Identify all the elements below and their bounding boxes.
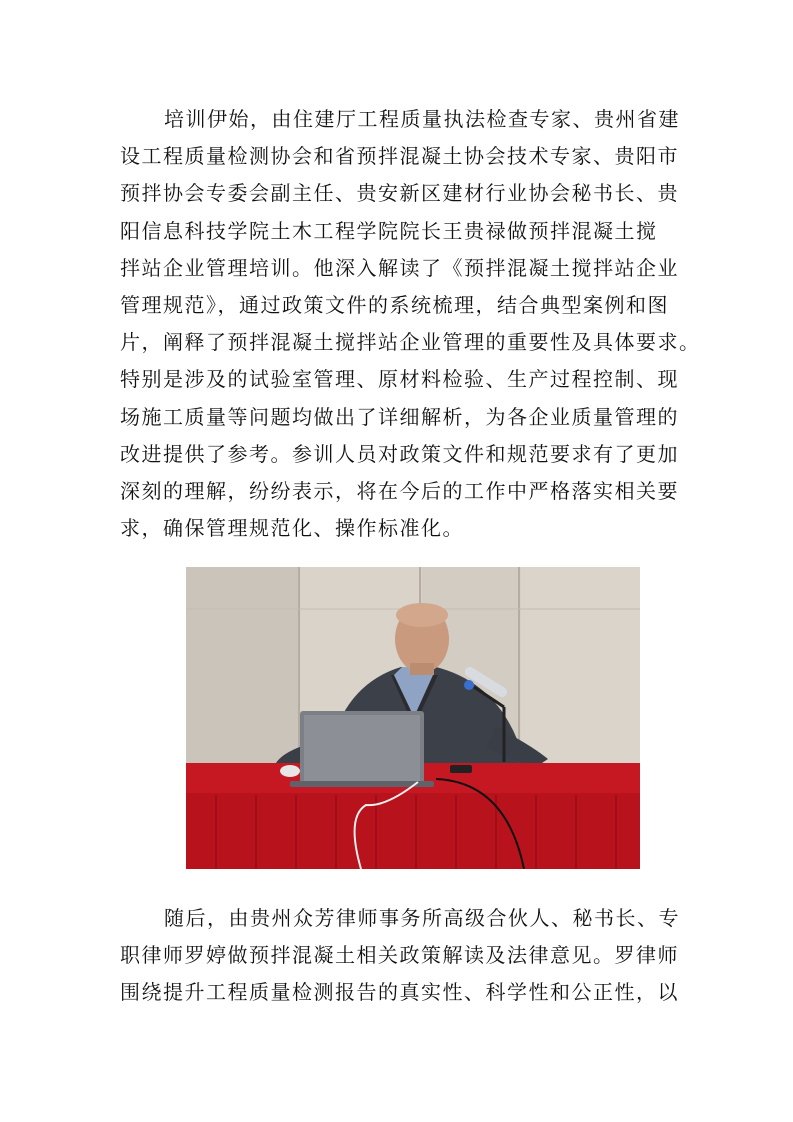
text-line: 阳信息科技学院土木工程学院院长王贵禄做预拌混凝土搅 <box>120 218 658 243</box>
text-line: 预拌协会专委会副主任、贵安新区建材行业协会秘书长、贵 <box>120 181 679 206</box>
text-line: 改进提供了参考。参训人员对政策文件和规范要求有了更加 <box>120 441 679 466</box>
speaker-photo <box>186 567 640 869</box>
text-line: 职律师罗婷做预拌混凝土相关政策解读及法律意见。罗律师 <box>120 943 679 968</box>
text-line: 片，阐释了预拌混凝土搅拌站企业管理的重要性及具体要求。 <box>120 330 701 355</box>
text-line: 深刻的理解，纷纷表示，将在今后的工作中严格落实相关要 <box>120 478 679 503</box>
text-line: 设工程质量检测协会和省预拌混凝土协会技术专家、贵阳市 <box>120 144 679 169</box>
paragraph-legal-opinion <box>120 908 680 1020</box>
text-line: 随后，由贵州众芳律师事务所高级合伙人、秘书长、专 <box>164 906 680 930</box>
text-line: 管理规范》，通过政策文件的系统梳理，结合典型案例和图 <box>120 292 669 317</box>
paragraph-training-intro <box>120 107 701 555</box>
text-line: 特别是涉及的试验室管理、原材料检验、生产过程控制、现 <box>120 367 679 392</box>
text-line: 培训伊始，由住建厅工程质量执法检查专家、贵州省建 <box>164 107 680 131</box>
text-line: 场施工质量等问题均做出了详细解析，为各企业质量管理的 <box>120 404 679 429</box>
text-line: 拌站企业管理培训。他深入解读了《预拌混凝土搅拌站企业 <box>120 255 679 280</box>
text-line: 求，确保管理规范化、操作标准化。 <box>120 516 464 541</box>
text-line: 围绕提升工程质量检测报告的真实性、科学性和公正性，以 <box>120 980 679 1005</box>
